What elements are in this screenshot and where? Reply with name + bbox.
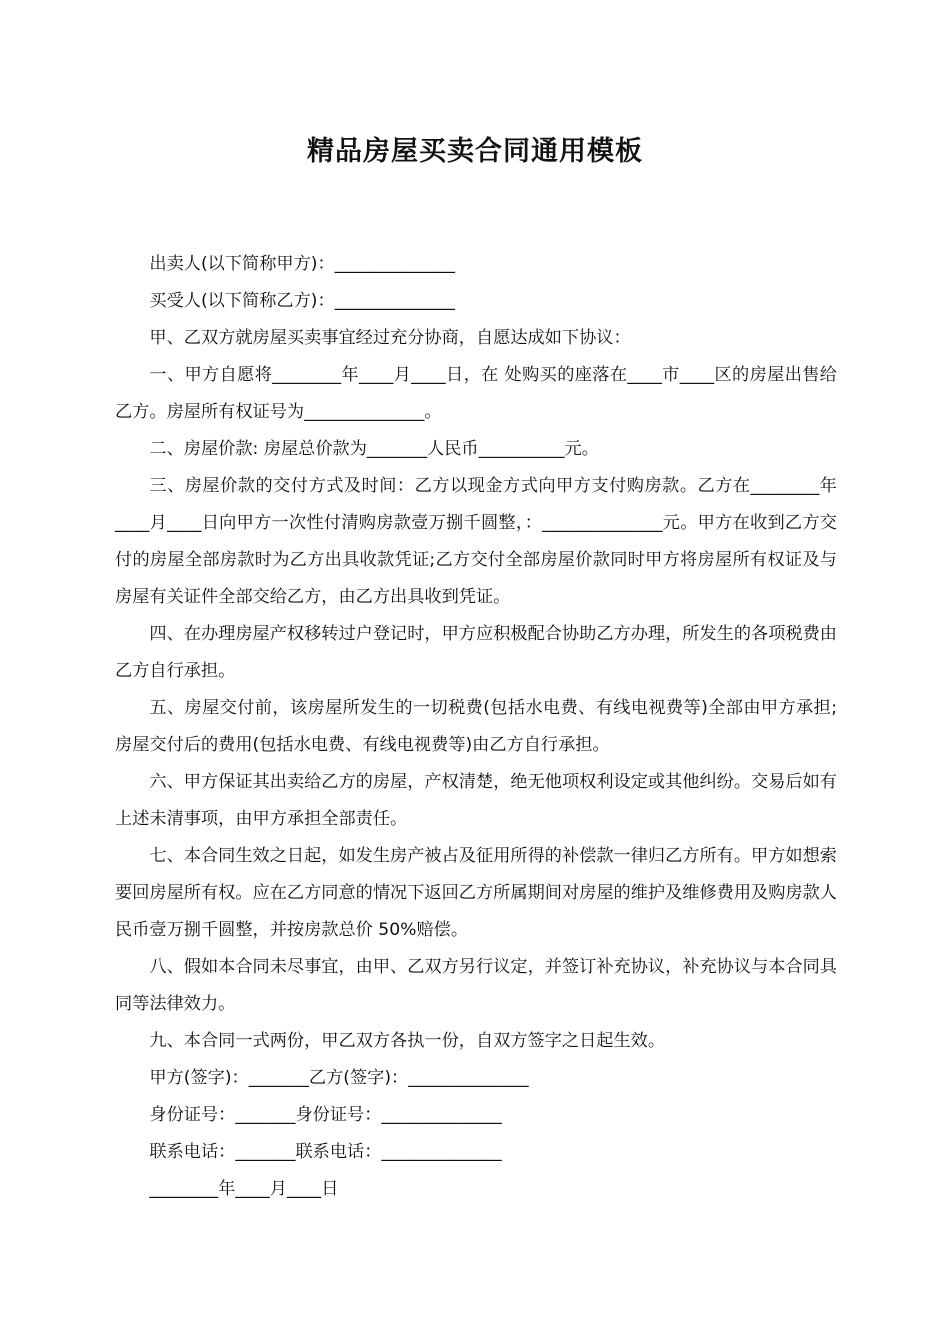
seller-line: 出卖人(以下简称甲方)：______________ bbox=[149, 254, 455, 274]
clause-6: 六、甲方保证其出卖给乙方的房屋，产权清楚，绝无他项权利设定或其他纠纷。交易后如有上述未清事项，由甲方承担全部责任。 bbox=[115, 772, 837, 829]
signature-line: 甲方(签字)：_______乙方(签字)：______________ bbox=[149, 1068, 529, 1088]
phone-line: 联系电话：_______联系电话：______________ bbox=[149, 1142, 502, 1162]
clause-8: 八、假如本合同未尽事宜，由甲、乙双方另行议定，并签订补充协议，补充协议与本合同具同等法律效力。 bbox=[115, 957, 837, 1014]
id-number-line: 身份证号：_______身份证号：______________ bbox=[149, 1105, 502, 1125]
clause-4: 四、在办理房屋产权移转过户登记时，甲方应积极配合协助乙方办理，所发生的各项税费由乙方自行承担。 bbox=[115, 624, 837, 681]
buyer-line: 买受人(以下简称乙方)：______________ bbox=[149, 291, 455, 311]
document-body bbox=[115, 246, 837, 1208]
clause-5: 五、房屋交付前，该房屋所发生的一切税费(包括水电费、有线电视费等)全部由甲方承担;房屋交付后的费用(包括水电费、有线电视费等)由乙方自行承担。 bbox=[115, 698, 837, 755]
document-title: 精品房屋买卖合同通用模板 bbox=[307, 136, 643, 167]
clause-7: 七、本合同生效之日起，如发生房产被占及征用所得的补偿款一律归乙方所有。甲方如想索要回房屋所有权。应在乙方同意的情况下返回乙方所属期间对房屋的维护及维修费用及购房款人民币壹万捌千圆整，并按房款总价 50%赔偿。 bbox=[115, 846, 837, 940]
clause-2: 二、房屋价款: 房屋总价款为_______人民币__________元。 bbox=[149, 439, 599, 459]
preamble: 甲、乙双方就房屋买卖事宜经过充分协商，自愿达成如下协议： bbox=[149, 328, 631, 348]
date-line: ________年____月____日 bbox=[149, 1179, 339, 1199]
clause-9: 九、本合同一式两份，甲乙双方各执一份，自双方签字之日起生效。 bbox=[149, 1031, 666, 1051]
clause-3: 三、房屋价款的交付方式及时间：乙方以现金方式向甲方支付购房款。乙方在________年____月____日向甲方一次性付清购房款壹万捌千圆整，：______________元。甲方在收到乙方交付的房屋全部房款时为乙方出具收款凭证;乙方交付全部房屋价款同时甲方将房屋所有权证及与房屋有关证件全部交给乙方，由乙方出具收到凭证。 bbox=[115, 476, 837, 607]
clause-1: 一、甲方自愿将________年____月____日，在 处购买的座落在____市____区的房屋出售给乙方。房屋所有权证号为______________。 bbox=[115, 365, 837, 422]
